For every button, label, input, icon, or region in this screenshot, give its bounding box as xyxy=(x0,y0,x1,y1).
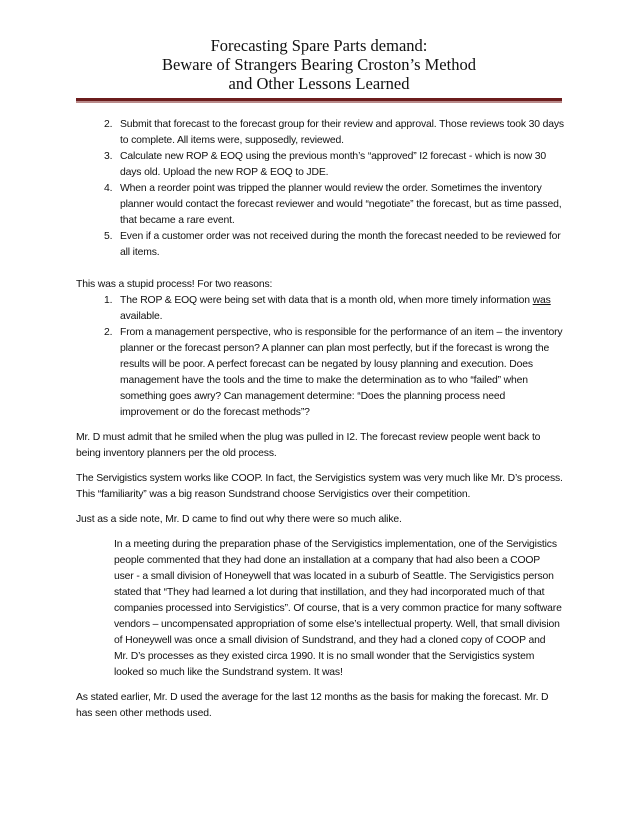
list-number: 2. xyxy=(104,119,113,130)
block-quote: In a meeting during the preparation phase of the Servigistics implementation, one of the Servigistics people commented that they had done an installation at a company that had also been a COOP user - a small division of Honeywell that was located in a suburb of Seattle. The Servigistics person stated that “They had learned a lot during that instillation, and they had incorporated much of that companies processed into Servigistics”. Of course, that is a very common practice for many software vendors – uncompensated appropriation of some else’s intellectual property. Well, that small division of Honeywell was once a small division of Sundstrand, and they had a cloned copy of COOP and Mr. D’s processes as they existed circa 1990. It is no small wonder that the Servigistics system looked so much like the Sundstrand system. It was! xyxy=(114,539,562,678)
document-body xyxy=(76,117,566,722)
list-item xyxy=(76,149,566,181)
list-item-text: Even if a customer order was not received during the month the forecast needed to be reviewed for all items. xyxy=(120,231,561,258)
underlined-word: was xyxy=(532,295,551,306)
list-number: 2. xyxy=(104,327,113,338)
list-item xyxy=(76,117,566,149)
list-number: 5. xyxy=(104,231,113,242)
list-item-text: When a reorder point was tripped the planner would review the order. Sometimes the inventory planner would contact the forecast reviewer and would “negotiate” the forecast, but as time passed, that became a rare event. xyxy=(120,183,562,226)
document-title xyxy=(0,36,638,93)
list-number: 4. xyxy=(104,183,113,194)
paragraph-side-note: Just as a side note, Mr. D came to find out why there were so much alike. xyxy=(76,514,402,525)
title-line-2: Beware of Strangers Bearing Croston’s Method xyxy=(162,55,476,74)
list-item xyxy=(76,293,566,325)
paragraph-servigistics-coop: The Servigistics system works like COOP. In fact, the Servigistics system was very much like Mr. D’s process. This “familiarity” was a big reason Sundstrand choose Servigistics over their competition. xyxy=(76,473,563,500)
list-item xyxy=(76,181,566,229)
list-number: 3. xyxy=(104,151,113,162)
list-item-text-before: The ROP & EOQ were being set with data that is a month old, when more timely information xyxy=(120,295,533,306)
list-item-text: Calculate new ROP & EOQ using the previous month’s “approved” I2 forecast - which is now 30 days old. Upload the new ROP & EOQ to JDE. xyxy=(120,151,547,178)
list-item xyxy=(76,325,566,421)
paragraph-conclusion: As stated earlier, Mr. D used the average for the last 12 months as the basis for making the forecast. Mr. D has seen other methods used. xyxy=(76,692,549,719)
reasons-list xyxy=(76,293,566,421)
paragraph-plug-pulled: Mr. D must admit that he smiled when the plug was pulled in I2. The forecast review people went back to being inventory planners per the old process. xyxy=(76,432,541,459)
title-line-3: and Other Lessons Learned xyxy=(228,74,410,93)
header-rule-shadow xyxy=(76,101,562,103)
list-number: 1. xyxy=(104,295,113,306)
list-item-text: From a management perspective, who is responsible for the performance of an item – the inventory planner or the forecast person? A planner can plan most perfectly, but if the forecast is wrong the results will be poor. A perfect forecast can be negated by lousy planning and execution. Does management have the tools and the time to make the determination as to who “failed” when something goes awry? Can management determine: “Does the planning process need improvement or do the forecast methods”? xyxy=(120,327,563,418)
process-steps-list xyxy=(76,117,566,261)
title-line-1: Forecasting Spare Parts demand: xyxy=(210,36,428,55)
reasons-intro: This was a stupid process! For two reasons: xyxy=(76,279,273,290)
list-item xyxy=(76,229,566,261)
list-item-text: Submit that forecast to the forecast group for their review and approval. Those reviews took 30 days to complete. All items were, supposedly, reviewed. xyxy=(120,119,564,146)
list-item-text-after: available. xyxy=(120,311,163,322)
